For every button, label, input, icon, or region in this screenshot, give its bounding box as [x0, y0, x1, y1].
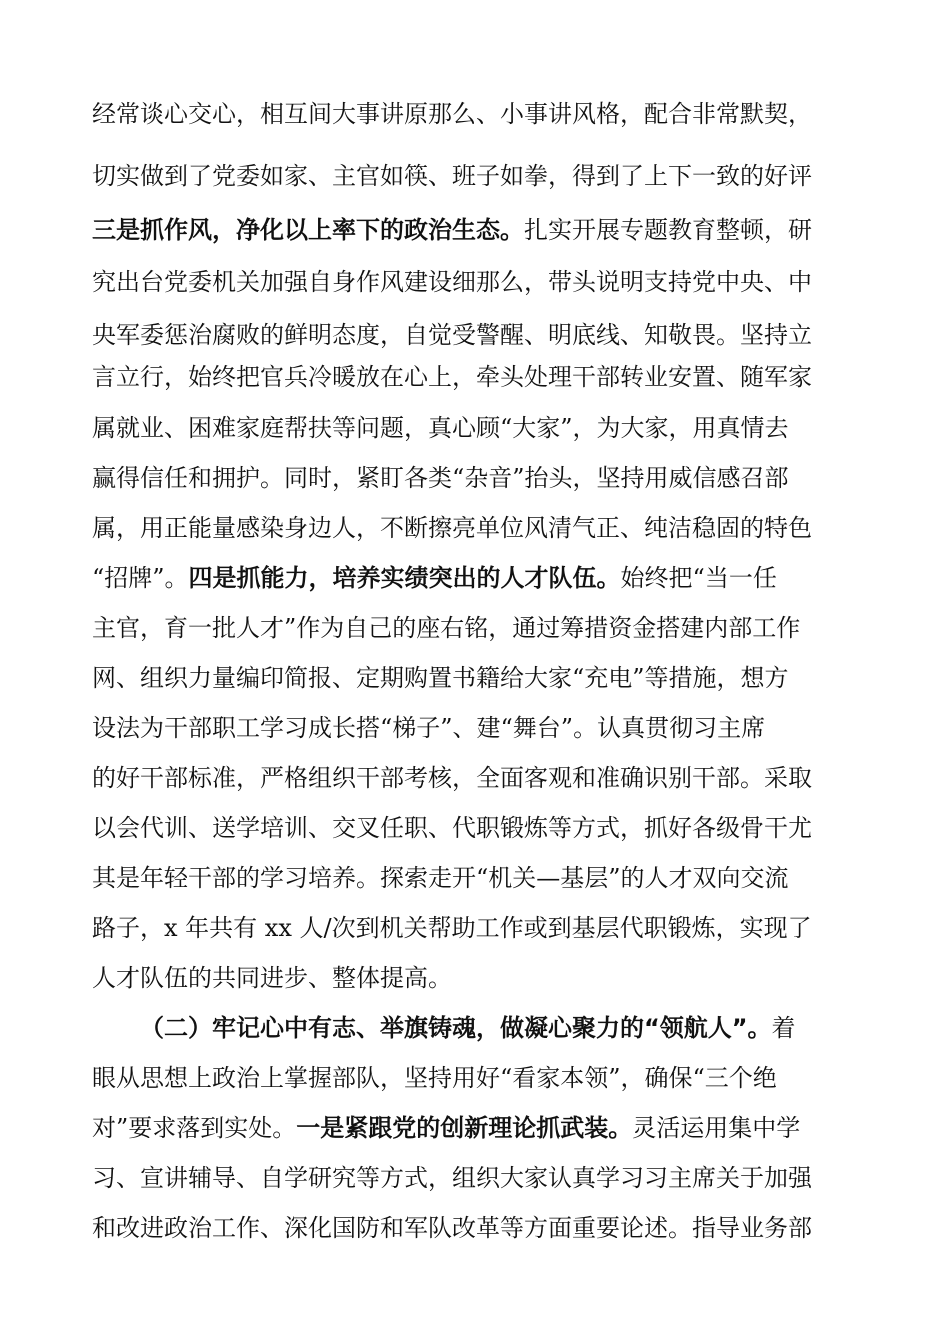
- bold-heading: 一是紧跟党的创新理论抓武装。: [296, 1114, 633, 1142]
- text-line: 央军委惩治腐败的鲜明态度，自觉受警醒、明底线、知敬畏。坚持立: [92, 321, 812, 349]
- text-line: 设法为干部职工学习成长搭“梯子”、建“舞台”。认真贯彻习主席: [92, 714, 766, 742]
- text-line: 对”要求落到实处。一是紧跟党的创新理论抓武装。灵活运用集中学: [92, 1114, 801, 1142]
- text-line: 人才队伍的共同进步、整体提高。: [92, 964, 452, 992]
- bold-heading: 三是抓作风，净化以上率下的政治生态。: [92, 216, 524, 244]
- section-heading-line: （二）牢记心中有志、举旗铸魂，做凝心聚力的“领航人”。着: [140, 1014, 796, 1042]
- text-line: 以会代训、送学培训、交叉任职、代职锻炼等方式，抓好各级骨干尤: [92, 814, 812, 842]
- bold-heading: （二）牢记心中有志、举旗铸魂，做凝心聚力的“领航人”。: [140, 1014, 772, 1042]
- text-line: 网、组织力量编印简报、定期购置书籍给大家“充电”等措施，想方: [92, 664, 789, 692]
- text-line: 赢得信任和拥护。同时，紧盯各类“杂音”抬头，坚持用威信感召部: [92, 464, 789, 492]
- text-line: 究出台党委机关加强自身作风建设细那么，带头说明支持党中央、中: [92, 268, 812, 296]
- text-line: 主官，育一批人才”作为自己的座右铭，通过筹措资金搭建内部工作: [92, 614, 801, 642]
- text-line: 属就业、困难家庭帮扶等问题，真心顾“大家”，为大家，用真情去: [92, 414, 789, 442]
- text-line: “招牌”。四是抓能力，培养实绩突出的人才队伍。始终把“当一任: [92, 564, 777, 592]
- text-line: 属，用正能量感染身边人，不断擦亮单位风清气正、纯洁稳固的特色: [92, 514, 812, 542]
- text-line: 的好干部标准，严格组织干部考核，全面客观和准确识别干部。采取: [92, 764, 812, 792]
- text-line: 言立行，始终把官兵冷暖放在心上，牵头处理干部转业安置、随军家: [92, 363, 812, 391]
- text-line: 三是抓作风，净化以上率下的政治生态。扎实开展专题教育整顿，研: [92, 216, 812, 244]
- text-line: 路子，x 年共有 xx 人/次到机关帮助工作或到基层代职锻炼，实现了: [92, 914, 812, 942]
- text-line: 切实做到了党委如家、主官如筷、班子如拳，得到了上下一致的好评: [92, 162, 812, 190]
- text-line: 其是年轻干部的学习培养。探索走开“机关—基层”的人才双向交流: [92, 864, 789, 892]
- text-line: 经常谈心交心，相互间大事讲原那么、小事讲风格，配合非常默契，: [92, 100, 812, 128]
- bold-heading: 四是抓能力，培养实绩突出的人才队伍。: [188, 564, 621, 592]
- text-line: 眼从思想上政治上掌握部队，坚持用好“看家本领”，确保“三个绝: [92, 1064, 777, 1092]
- text-line: 习、宣讲辅导、自学研究等方式，组织大家认真学习习主席关于加强: [92, 1164, 812, 1192]
- text-line: 和改进政治工作、深化国防和军队改革等方面重要论述。指导业务部: [92, 1214, 812, 1242]
